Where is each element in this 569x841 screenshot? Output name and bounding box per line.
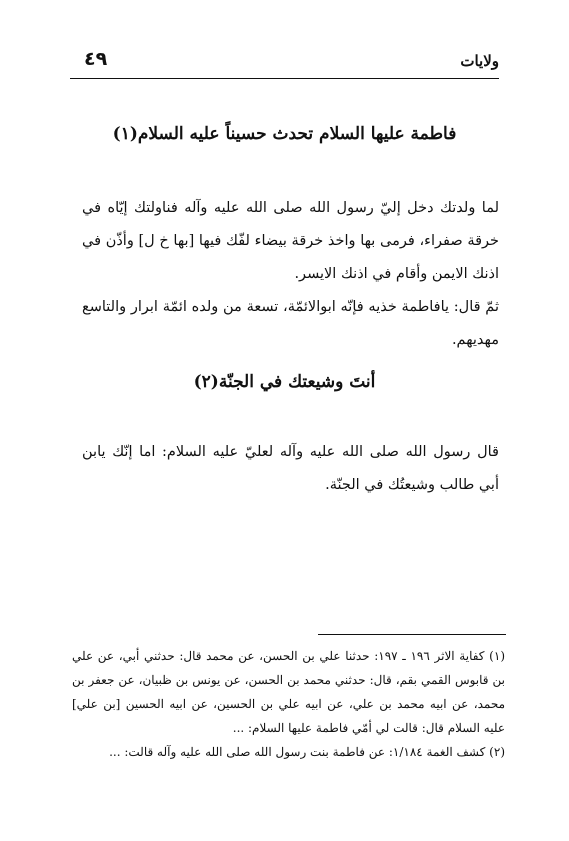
header-divider (70, 78, 499, 79)
section-body-shia (82, 436, 499, 502)
running-title: ولايات (460, 52, 499, 70)
footnote: (١) كفاية الاثر ١٩٦ ـ ١٩٧: حدثنا علي بن الحسن، عن محمد قال: حدثني أبي، عن علي بن قابوس القمي بقم، قال: حدثني محمد بن الحسن، عن يونس بن ظبيان، عن جعفر بن محمد، عن ابيه محمد بن علي، عن ابيه علي بن الحسين، عن ابيه الحسين [بن علي] عليه السلام قال: قالت لي أمّي فاطمة عليها السلام: ... (72, 649, 505, 735)
section-body-fatima (82, 192, 499, 357)
paragraph: لما ولدتك دخل إليّ رسول الله صلى الله عليه وآله فناولتك إيّاه في خرقة صفراء، فرمى بها واخذ خرقة بيضاء لفّك فيها [بها خ ل] وأذّن في اذنك الايمن وأقام في اذنك الايسر. (82, 200, 499, 282)
footnote: (٢) كشف الغمة ١/١٨٤: عن فاطمة بنت رسول الله صلى الله عليه وآله قالت: ... (109, 745, 505, 759)
section-heading-fatima: فاطمة عليها السلام تحدث حسيناً عليه السلام(١) (112, 124, 457, 144)
paragraph: ثمّ قال: يافاطمة خذيه فإنّه ابوالائمّة، تسعة من ولده ائمّة ابرار والتاسع مهديهم. (82, 299, 499, 348)
section-heading-shia: أنتَ وشيعتك في الجنّة(٢) (193, 372, 376, 392)
page-header (70, 46, 499, 74)
footnote-divider (318, 634, 506, 635)
page-number: ٤٩ (84, 48, 108, 70)
footnotes (72, 644, 505, 764)
paragraph: قال رسول الله صلى الله عليه وآله لعليّ عليه السلام: اما إنّك يابن أبي طالب وشيعتُك في الجنّة. (82, 444, 499, 493)
